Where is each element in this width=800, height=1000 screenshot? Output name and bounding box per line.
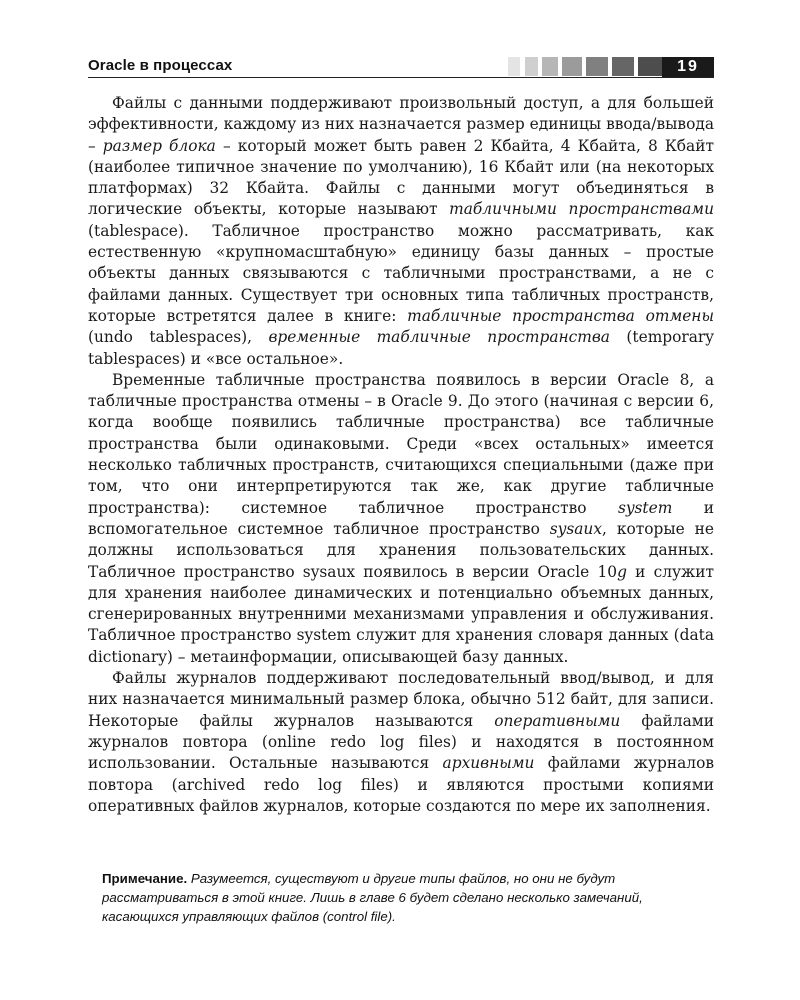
term-undo-tablespaces: табличные пространства отмены bbox=[407, 306, 714, 325]
header-block bbox=[612, 57, 634, 76]
header-block bbox=[562, 57, 582, 76]
note-label: Примечание. bbox=[102, 871, 188, 886]
text-run: (tablespace). Табличное пространство можно рассматривать, как естественную «крупномасштабную» единицу базы данных – простые объекты данных связываются с табличными пространствами, а не с файлами данных. Существует три основных типа табличных пространств, которые встретятся далее в книге: bbox=[88, 221, 714, 325]
note-text: Разумеется, существуют и другие типы файлов, но они не будут рассматриваться в этой книге. Лишь в главе 6 будет сделано несколько замечаний, касающихся управляющих файлов (control file). bbox=[102, 871, 643, 924]
term-sysaux: sysaux bbox=[549, 519, 603, 538]
text-run: файлами журналов повтора (archived redo log files) и являются простыми копиями оперативных файлов журналов, которые создаются по мере их заполнения. bbox=[88, 754, 714, 815]
text-run: Файлы журналов поддерживают последовательный ввод/вывод, и для них назначается минимальный размер блока, обычно 512 байт, для записи. Некоторые файлы журналов называются bbox=[88, 669, 714, 730]
paragraph-temporary-tablespaces bbox=[88, 370, 714, 668]
text-run: (temporary tablespaces) и «все остальное». bbox=[88, 328, 714, 368]
paragraph-data-files bbox=[88, 93, 714, 370]
running-header-title: Oracle в процессах bbox=[88, 57, 233, 74]
header-block bbox=[508, 57, 520, 76]
text-run: файлами журналов повтора (online redo log files) и находятся в постоянном использовании. Остальные называются bbox=[88, 711, 714, 773]
term-online: оперативными bbox=[494, 711, 621, 730]
text-run: – который может быть равен 2 Кбайта, 4 Кбайта, 8 Кбайт (наиболее типичное значение по умолчанию), 16 Кбайт или (на некоторых платформах) 32 Кбайта. Файлы с данными могут объединяться в логические объекты, которые называют bbox=[88, 136, 714, 219]
term-system: system bbox=[617, 498, 673, 517]
text-run: и вспомогательное системное табличное пространство bbox=[88, 498, 714, 538]
header-rule bbox=[88, 77, 714, 78]
text-run: , которые не должны использоваться для хранения пользовательских данных. Табличное пространство sysaux появилось в версии Oracle 10 bbox=[88, 519, 715, 581]
header-block bbox=[638, 57, 662, 76]
paragraph-log-files bbox=[88, 668, 714, 817]
header-block bbox=[542, 57, 558, 76]
text-run: (undo tablespaces), bbox=[88, 328, 269, 347]
text-run: и служит для хранения наиболее динамических и потенциально объемных данных, сгенерированных внутренними механизмами управления и обслуживания. Табличное пространство system служит для хранения словаря данных (data dictionary) – метаинформации, описывающей базу данных. bbox=[88, 562, 714, 666]
term-temporary-tablespaces: временные табличные пространства bbox=[268, 328, 610, 347]
note-block bbox=[102, 869, 702, 926]
term-archived: архивными bbox=[442, 754, 535, 773]
term-block-size: размер блока bbox=[102, 136, 216, 155]
page-number: 19 bbox=[662, 57, 714, 77]
term-tablespaces: табличными пространствами bbox=[449, 200, 714, 219]
text-run: Временные табличные пространства появилось в версии Oracle 8, а табличные пространства отмены – в Oracle 9. До этого (начиная с версии 6, когда вообще появились табличные пространства) все табличные пространства были одинаковыми. Среди «всех остальных» имеется несколько табличных пространств, считающихся специальными (даже при том, что они интерпретируются так же, как другие табличные пространства): системное табличное пространство bbox=[88, 370, 714, 517]
body-text bbox=[88, 93, 714, 817]
text-run: Файлы с данными поддерживают произвольный доступ, а для большей эффективности, каждому из них назначается размер единицы ввода/вывода – bbox=[88, 94, 714, 155]
header-block bbox=[586, 57, 608, 76]
term-version-g: g bbox=[617, 562, 627, 581]
header-block bbox=[525, 57, 538, 76]
